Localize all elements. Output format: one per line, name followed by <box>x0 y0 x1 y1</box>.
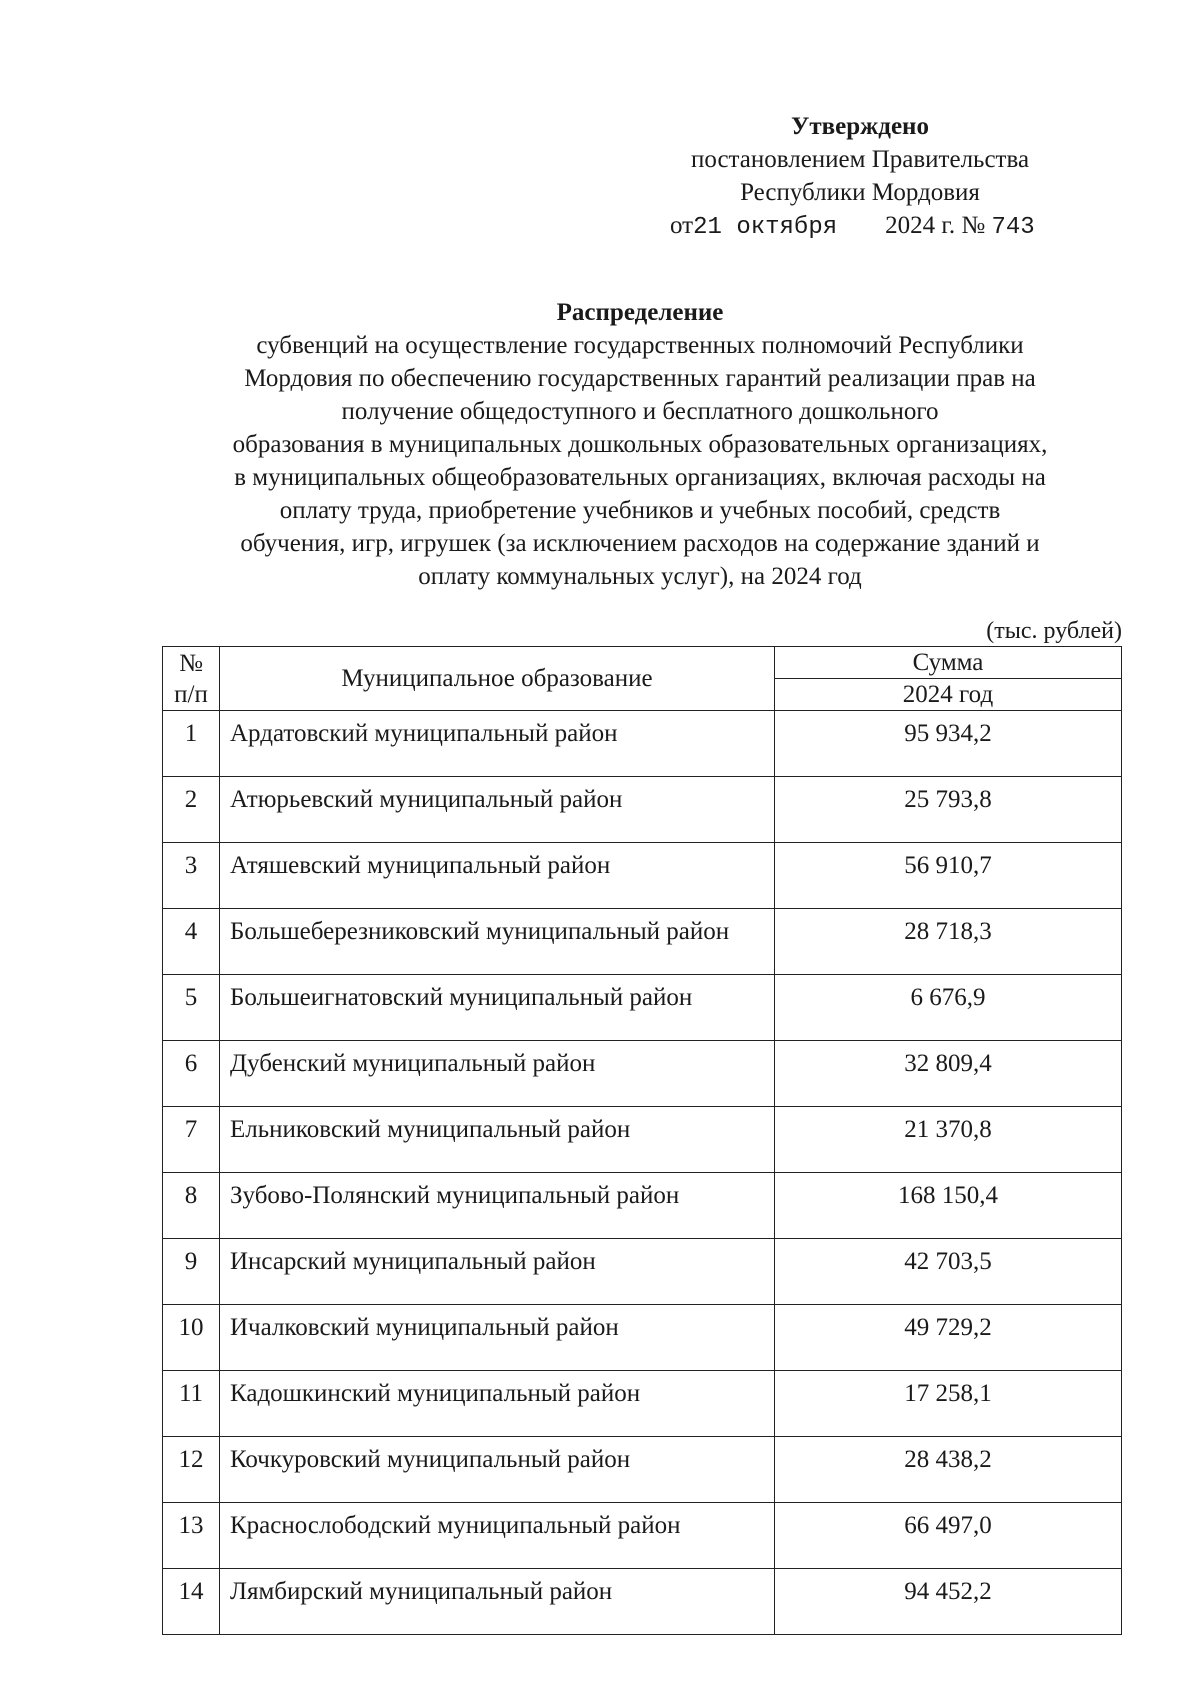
table-row <box>163 1437 1122 1503</box>
row-amount: 49 729,2 <box>775 1305 1122 1371</box>
row-municipality: Большеберезниковский муниципальный район <box>220 909 775 975</box>
row-municipality: Инсарский муниципальный район <box>220 1239 775 1305</box>
date-year: 2024 г. № <box>885 212 986 239</box>
row-municipality: Ардатовский муниципальный район <box>220 711 775 777</box>
row-number: 4 <box>163 909 220 975</box>
header-municipality: Муниципальное образование <box>220 647 775 711</box>
row-municipality: Большеигнатовский муниципальный район <box>220 975 775 1041</box>
row-municipality: Атюрьевский муниципальный район <box>220 777 775 843</box>
row-amount: 28 718,3 <box>775 909 1122 975</box>
row-number: 11 <box>163 1371 220 1437</box>
row-number: 14 <box>163 1569 220 1635</box>
row-municipality: Ичалковский муниципальный район <box>220 1305 775 1371</box>
approval-label: Утверждено <box>791 113 929 140</box>
table-row <box>163 843 1122 909</box>
table-row <box>163 1503 1122 1569</box>
table-row <box>163 1569 1122 1635</box>
row-amount: 95 934,2 <box>775 711 1122 777</box>
row-municipality: Атяшевский муниципальный район <box>220 843 775 909</box>
header-year: 2024 год <box>775 679 1122 711</box>
title-line: обучения, игр, игрушек (за исключением расходов на содержание зданий и <box>240 530 1040 557</box>
approval-line-1: постановлением Правительства <box>690 146 1030 173</box>
row-municipality: Дубенский муниципальный район <box>220 1041 775 1107</box>
row-amount: 168 150,4 <box>775 1173 1122 1239</box>
approval-block <box>660 110 1060 244</box>
row-amount: 6 676,9 <box>775 975 1122 1041</box>
row-number: 6 <box>163 1041 220 1107</box>
table-row <box>163 1041 1122 1107</box>
row-amount: 94 452,2 <box>775 1569 1122 1635</box>
row-amount: 21 370,8 <box>775 1107 1122 1173</box>
title-line: оплату коммунальных услуг), на 2024 год <box>418 563 862 590</box>
row-number: 5 <box>163 975 220 1041</box>
row-municipality: Зубово-Полянский муниципальный район <box>220 1173 775 1239</box>
row-amount: 56 910,7 <box>775 843 1122 909</box>
row-municipality: Ельниковский муниципальный район <box>220 1107 775 1173</box>
row-municipality: Краснослободский муниципальный район <box>220 1503 775 1569</box>
row-amount: 28 438,2 <box>775 1437 1122 1503</box>
row-number: 8 <box>163 1173 220 1239</box>
header-sum: Сумма <box>775 647 1122 679</box>
title-line: оплату труда, приобретение учебников и учебных пособий, средств <box>279 497 1001 524</box>
table-row <box>163 711 1122 777</box>
row-amount: 17 258,1 <box>775 1371 1122 1437</box>
row-number: 1 <box>163 711 220 777</box>
title-line: субвенций на осуществление государственных полномочий Республики <box>256 332 1024 359</box>
row-number: 10 <box>163 1305 220 1371</box>
document-number: 743 <box>991 214 1035 241</box>
row-amount: 25 793,8 <box>775 777 1122 843</box>
table-row <box>163 909 1122 975</box>
distribution-table <box>162 646 1122 1635</box>
table-row <box>163 1239 1122 1305</box>
title-line: получение общедоступного и бесплатного дошкольного <box>341 398 939 425</box>
row-municipality: Лямбирский муниципальный район <box>220 1569 775 1635</box>
table-row <box>163 975 1122 1041</box>
table-row <box>163 1305 1122 1371</box>
row-number: 9 <box>163 1239 220 1305</box>
row-number: 12 <box>163 1437 220 1503</box>
table-row <box>163 1173 1122 1239</box>
date-day-month: 21 октября <box>693 214 838 241</box>
unit-note: (тыс. рублей) <box>986 618 1122 644</box>
table-row <box>163 1107 1122 1173</box>
row-number: 3 <box>163 843 220 909</box>
title-line: в муниципальных общеобразовательных организациях, включая расходы на <box>234 464 1046 491</box>
date-prefix: от <box>670 212 694 239</box>
header-num: № п/п <box>163 647 220 711</box>
row-number: 2 <box>163 777 220 843</box>
document-title <box>160 296 1120 593</box>
row-number: 13 <box>163 1503 220 1569</box>
row-municipality: Кадошкинский муниципальный район <box>220 1371 775 1437</box>
row-amount: 32 809,4 <box>775 1041 1122 1107</box>
row-amount: 42 703,5 <box>775 1239 1122 1305</box>
row-amount: 66 497,0 <box>775 1503 1122 1569</box>
title-line: Мордовия по обеспечению государственных гарантий реализации прав на <box>244 365 1036 392</box>
approval-date-line <box>660 209 1060 244</box>
title-heading: Распределение <box>556 299 724 326</box>
row-municipality: Кочкуровский муниципальный район <box>220 1437 775 1503</box>
table-row <box>163 1371 1122 1437</box>
title-line: образования в муниципальных дошкольных образовательных организациях, <box>232 431 1048 458</box>
row-number: 7 <box>163 1107 220 1173</box>
approval-line-2: Республики Мордовия <box>740 179 980 206</box>
table-row <box>163 777 1122 843</box>
